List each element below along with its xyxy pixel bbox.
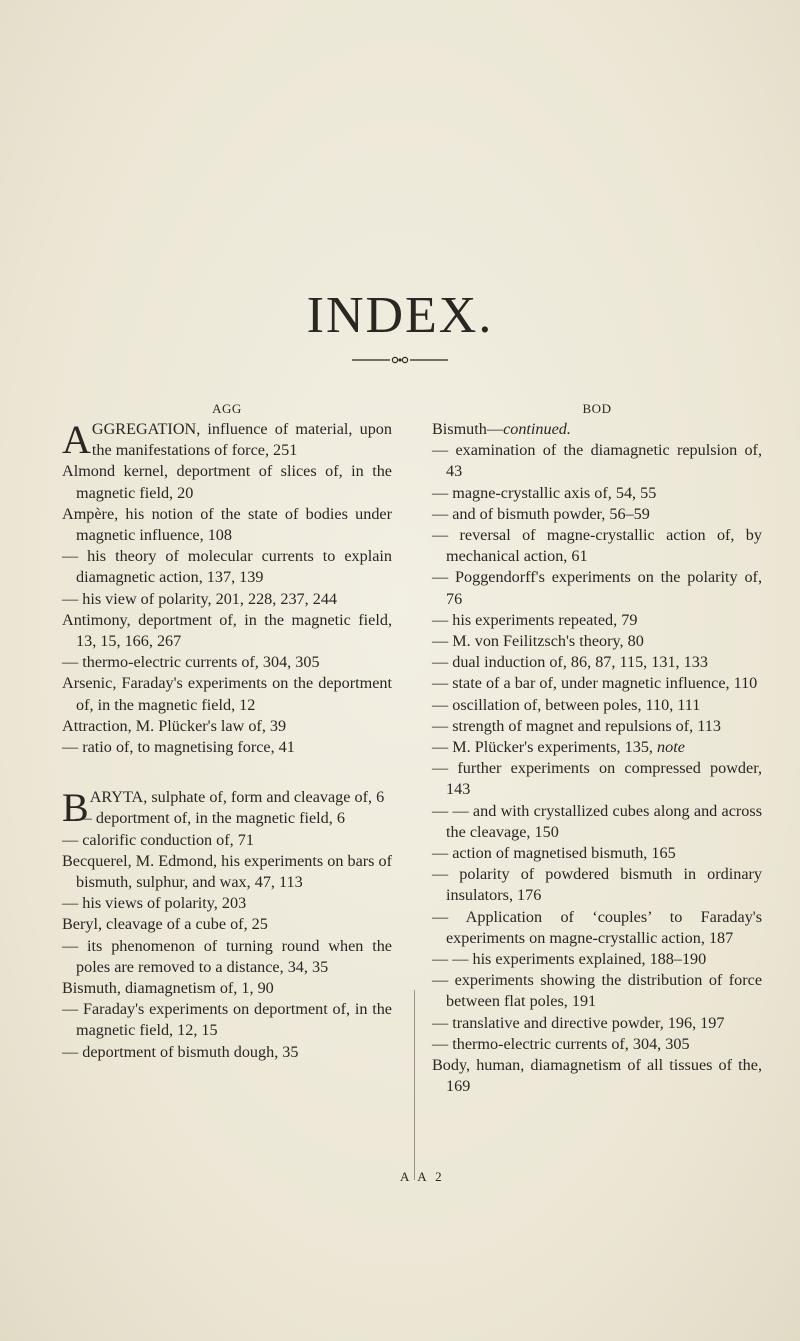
index-entry: Antimony, deportment of, in the magnetic field, 13, 15, 166, 267 bbox=[62, 610, 392, 651]
index-entry-continued-head bbox=[432, 419, 762, 440]
index-entry: — deportment of bismuth dough, 35 bbox=[62, 1042, 299, 1061]
index-entry: — deportment of, in the magnetic field, 6 bbox=[75, 809, 345, 828]
index-entry: — his views of polarity, 203 bbox=[62, 894, 247, 913]
entry-text: Bismuth— bbox=[432, 420, 504, 438]
index-entry: Almond kernel, deportment of slices of, in the magnetic field, 20 bbox=[62, 462, 392, 502]
index-entry: Bismuth, diamagnetism of, 1, 90 bbox=[62, 979, 274, 998]
index-entry: — further experiments on compressed powder, 143 bbox=[432, 759, 762, 799]
running-head-left: AGG bbox=[212, 401, 242, 416]
index-entry: — translative and directive powder, 196, 197 bbox=[432, 1013, 725, 1032]
note-label: note bbox=[657, 738, 685, 757]
index-entry: — his experiments repeated, 79 bbox=[432, 610, 638, 629]
index-entry: — Faraday's experiments on deportment of, in the magnetic field, 12, 15 bbox=[62, 1000, 392, 1040]
continued-label: continued. bbox=[503, 420, 571, 438]
entry-text: GGREGATION, influence of material, upon the manifestations of force, 251 bbox=[91, 420, 392, 460]
index-entry: Body, human, diamagnetism of all tissues of the, 169 bbox=[432, 1056, 762, 1096]
index-entry: — dual induction of, 86, 87, 115, 131, 133 bbox=[432, 653, 708, 672]
index-entry: — M. von Feilitzsch's theory, 80 bbox=[432, 632, 644, 651]
drop-capital: B bbox=[62, 785, 89, 831]
signature-mark: A A 2 bbox=[400, 1169, 445, 1184]
ornament-rule-icon bbox=[352, 356, 448, 364]
index-entry: Becquerel, M. Edmond, his experiments on bars of bismuth, sulphur, and wax, 47, 113 bbox=[62, 851, 392, 892]
index-column-right bbox=[432, 398, 762, 1098]
index-entry: — and of bismuth powder, 56–59 bbox=[432, 504, 650, 523]
index-entry: — Application of ‘couples’ to Faraday's experiments on magne-crystallic action, 187 bbox=[432, 907, 762, 947]
index-entry: Ampère, his notion of the state of bodies under magnetic influence, 108 bbox=[62, 504, 392, 545]
drop-capital: A bbox=[62, 417, 91, 462]
index-entry: — his theory of molecular currents to explain diamagnetic action, 137, 139 bbox=[62, 547, 392, 587]
index-entry: Arsenic, Faraday's experiments on the deportment of, in the magnetic field, 12 bbox=[62, 674, 392, 714]
running-head-right: BOD bbox=[582, 401, 612, 416]
index-entry-aggregation bbox=[62, 419, 392, 461]
index-entry: — thermo-electric currents of, 304, 305 bbox=[432, 1034, 690, 1053]
index-entry: — magne-crystallic axis of, 54, 55 bbox=[432, 483, 657, 502]
index-entry: — Poggendorff's experiments on the polarity of, 76 bbox=[432, 568, 762, 608]
index-entry: Attraction, M. Plücker's law of, 39 bbox=[62, 716, 287, 735]
index-entry: Beryl, cleavage of a cube of, 25 bbox=[62, 915, 268, 934]
index-entry: — action of magnetised bismuth, 165 bbox=[432, 844, 676, 863]
index-entry: — polarity of powdered bismuth in ordinary insulators, 176 bbox=[432, 865, 762, 905]
index-entry: — calorific conduction of, 71 bbox=[62, 830, 254, 849]
index-entry: — experiments showing the distribution of force between flat poles, 191 bbox=[432, 971, 762, 1011]
index-entry: — — his experiments explained, 188–190 bbox=[432, 950, 707, 969]
index-entry: — examination of the diamagnetic repulsion of, 43 bbox=[432, 441, 762, 481]
section-gap bbox=[62, 758, 392, 787]
index-entry: — reversal of magne-crystallic action of, by mechanical action, 61 bbox=[432, 526, 762, 566]
entry-text: — M. Plücker's experiments, 135, bbox=[432, 738, 653, 757]
page-title: INDEX. bbox=[306, 287, 494, 344]
index-entry: — strength of magnet and repulsions of, 113 bbox=[432, 716, 721, 735]
index-column-left bbox=[62, 398, 392, 1063]
entry-text: ARYTA, sulphate of, form and cleavage of, 6 bbox=[89, 788, 385, 807]
index-entry: — thermo-electric currents of, 304, 305 bbox=[62, 653, 320, 672]
index-entry: — state of a bar of, under magnetic influence, 110 bbox=[432, 674, 758, 693]
index-entry-plucker bbox=[432, 737, 762, 758]
index-entry: — its phenomenon of turning round when the poles are removed to a distance, 34, 35 bbox=[62, 936, 392, 976]
index-entry: — — and with crystallized cubes along and across the cleavage, 150 bbox=[432, 801, 762, 841]
index-entry: — oscillation of, between poles, 110, 111 bbox=[432, 695, 701, 714]
index-entry: — ratio of, to magnetising force, 41 bbox=[62, 738, 295, 757]
column-divider bbox=[414, 990, 415, 1180]
index-entry: — his view of polarity, 201, 228, 237, 244 bbox=[62, 589, 338, 608]
